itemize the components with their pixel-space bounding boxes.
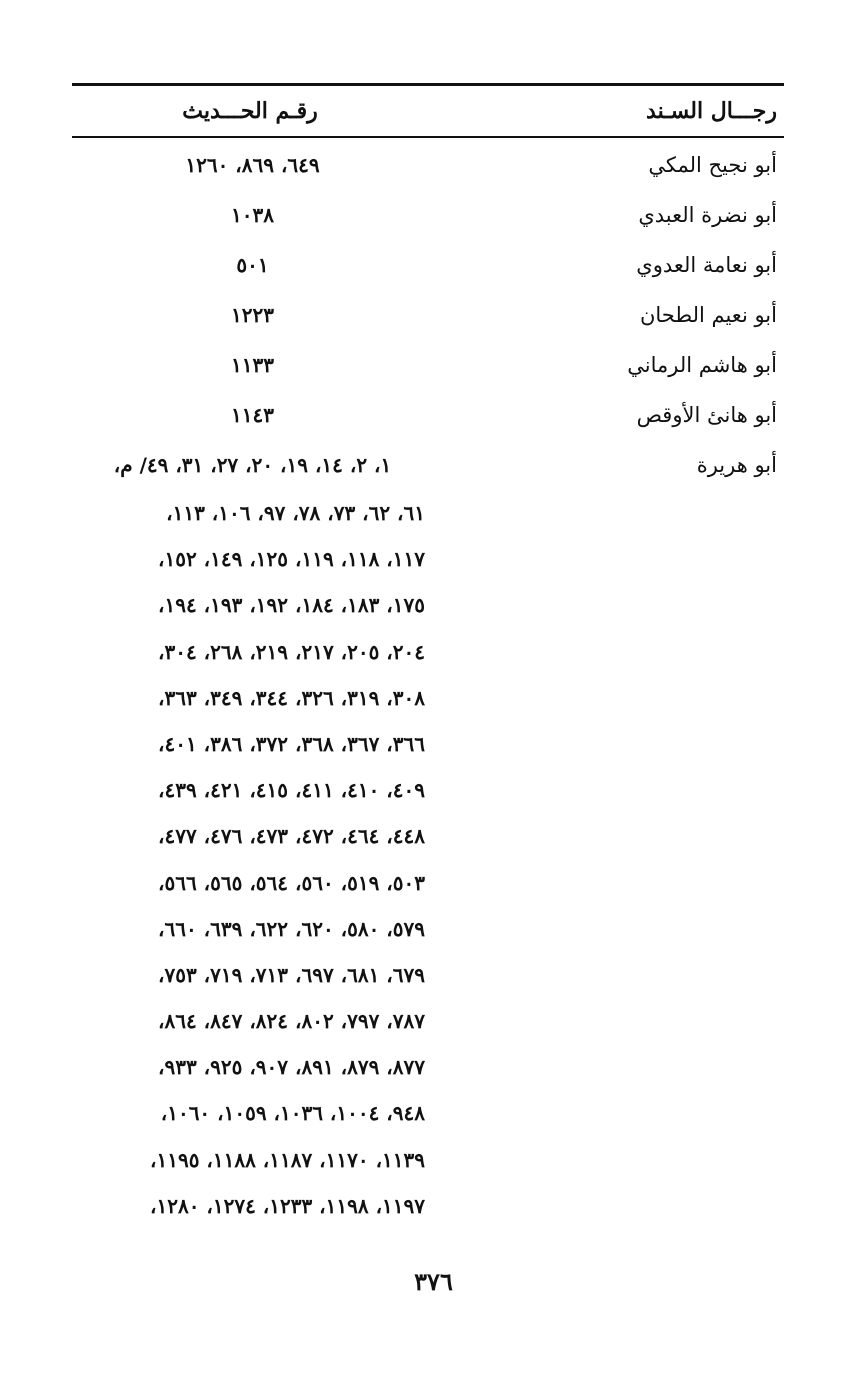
continuation-row <box>0 952 867 998</box>
hadith-numbers-continued: ١٧٥، ١٨٣، ١٨٤، ١٩٢، ١٩٣، ١٩٤، <box>158 593 425 618</box>
hadith-numbers-continued: ٧٨٧، ٧٩٧، ٨٠٢، ٨٢٤، ٨٤٧، ٨٦٤، <box>158 1009 425 1034</box>
continuation-row <box>0 1183 867 1229</box>
hadith-numbers-continued: ٣٠٨، ٣١٩، ٣٢٦، ٣٤٤، ٣٤٩، ٣٦٣، <box>158 685 425 710</box>
narrator-name: أبو نعامة العدوي <box>636 253 777 277</box>
continuation-row <box>0 767 867 813</box>
continuation-row <box>0 1090 867 1136</box>
continuation-row <box>0 675 867 721</box>
index-row <box>0 140 867 190</box>
narrator-name: أبو هريرة <box>696 453 777 477</box>
index-table <box>0 140 867 1229</box>
continuation-row <box>0 582 867 628</box>
page-number: ٣٧٦ <box>414 1267 453 1296</box>
continuation-row <box>0 998 867 1044</box>
hadith-numbers-continued: ٤٤٨، ٤٦٤، ٤٧٢، ٤٧٣، ٤٧٦، ٤٧٧، <box>158 824 425 849</box>
continuation-row <box>0 721 867 767</box>
hadith-numbers-continued: ٥٧٩، ٥٨٠، ٦٢٠، ٦٢٢، ٦٣٩، ٦٦٠، <box>158 916 425 941</box>
hadith-numbers-continued: ٨٧٧، ٨٧٩، ٨٩١، ٩٠٧، ٩٢٥، ٩٣٣، <box>158 1055 425 1080</box>
narrator-name: أبو نضرة العبدي <box>638 203 777 227</box>
continuation-row <box>0 490 867 536</box>
continuation-row <box>0 860 867 906</box>
continuation-row <box>0 906 867 952</box>
narrator-name: أبو هانئ الأوقص <box>636 403 777 427</box>
hadith-numbers: ١٢٢٣ <box>231 303 274 327</box>
index-row <box>0 340 867 390</box>
continuation-row <box>0 629 867 675</box>
index-row <box>0 240 867 290</box>
continuation-row <box>0 1044 867 1090</box>
narrators-column-header: رجـــال السـند <box>646 98 777 124</box>
hadith-numbers: ١، ٢، ١٤، ١٩، ٢٠، ٢٧، ٣١، ٤٩/ م، <box>113 453 392 477</box>
header-rule <box>72 136 784 138</box>
hadith-numbers-continued: ١١٧، ١١٨، ١١٩، ١٢٥، ١٤٩، ١٥٢، <box>158 547 425 572</box>
hadith-numbers-continued: ٢٠٤، ٢٠٥، ٢١٧، ٢١٩، ٢٦٨، ٣٠٤، <box>158 639 425 664</box>
narrator-name: أبو نعيم الطحان <box>639 303 777 327</box>
index-row <box>0 190 867 240</box>
hadith-numbers-continued: ٤٠٩، ٤١٠، ٤١١، ٤١٥، ٤٢١، ٤٣٩، <box>158 778 425 803</box>
hadith-numbers: ١٠٣٨ <box>231 203 274 227</box>
narrator-name: أبو نجيح المكي <box>648 153 777 177</box>
hadith-numbers: ١١٣٣ <box>231 353 274 377</box>
hadith-numbers: ٦٤٩، ٨٦٩، ١٢٦٠ <box>185 153 320 177</box>
index-row <box>0 440 867 490</box>
hadith-numbers-continued: ٩٤٨، ١٠٠٤، ١٠٣٦، ١٠٥٩، ١٠٦٠، <box>160 1101 425 1126</box>
hadith-numbers-continued: ١١٩٧، ١١٩٨، ١٢٣٣، ١٢٧٤، ١٢٨٠، <box>150 1193 425 1218</box>
hadith-numbers-continued: ٥٠٣، ٥١٩، ٥٦٠، ٥٦٤، ٥٦٥، ٥٦٦، <box>158 870 425 895</box>
index-row <box>0 390 867 440</box>
hadith-numbers-continued: ١١٣٩، ١١٧٠، ١١٨٧، ١١٨٨، ١١٩٥، <box>150 1147 425 1172</box>
hadith-numbers: ٥٠١ <box>236 253 269 277</box>
hadith-numbers-continued: ٣٦٦، ٣٦٧، ٣٦٨، ٣٧٢، ٣٨٦، ٤٠١، <box>158 731 425 756</box>
hadith-numbers-continued: ٦٧٩، ٦٨١، ٦٩٧، ٧١٣، ٧١٩، ٧٥٣، <box>158 962 425 987</box>
narrator-name: أبو هاشم الرماني <box>627 353 777 377</box>
hadith-number-column-header: رقـم الحـــديث <box>182 98 318 124</box>
continuation-row <box>0 536 867 582</box>
hadith-numbers-continued: ٦١، ٦٢، ٧٣، ٧٨، ٩٧، ١٠٦، ١١٣، <box>166 501 425 525</box>
continuation-row <box>0 813 867 859</box>
hadith-numbers: ١١٤٣ <box>231 403 274 427</box>
continuation-row <box>0 1137 867 1183</box>
top-rule <box>72 83 784 86</box>
index-row <box>0 290 867 340</box>
